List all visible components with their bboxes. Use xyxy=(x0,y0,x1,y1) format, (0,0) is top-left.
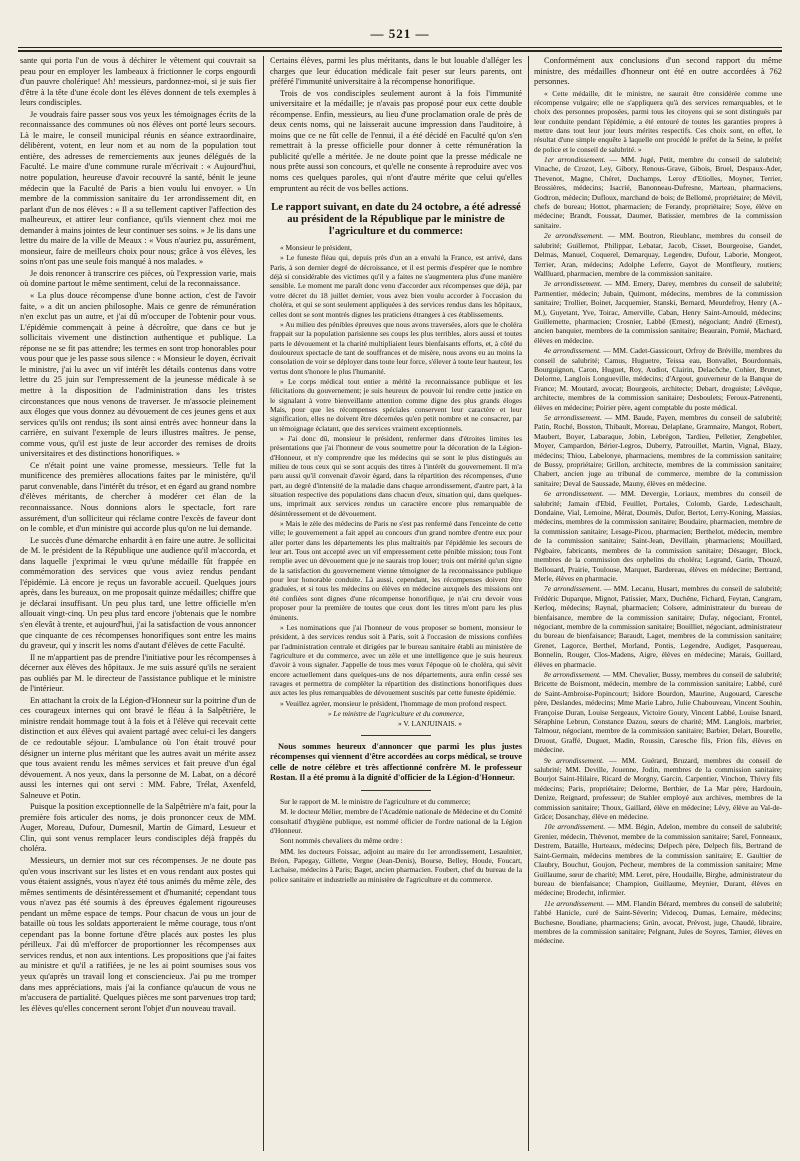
arrondissement-entry xyxy=(534,584,782,669)
report-paragraph: » Le funeste fléau qui, depuis près d'un an a envahi la France, est arrivé, dans Paris, à son dernier degré de décroissance, et il est permis d'espérer que le nombre déjà si considérable des victimes qu'il y a faites ne s'augmentera plus d'une manière sensible. Le moment me paraît donc venu d'accorder aux récompenses que déjà, par votre décret du 18 juillet dernier, vous avez bien voulu accorder à l'occasion du choléra, et qui se sont seulement appliquées à des services rendus dans les hôpitaux, celles dont se sont montrés dignes les praticiens étrangers à ces établissements. xyxy=(270,253,522,319)
report-paragraph: » Au milieu des pénibles épreuves que nous avons traversées, alors que le choléra frappait sur la population parisienne ses coups les plus terribles, alors aussi et toutes parts le dévouement et la charité multipliaient leurs bienfaisants efforts, et, à côté du douloureux spectacle de tant de souffrances et de misère, nous avons eu au moins la consolation de voir se déployer dans toute leur force, s'élever à toute leur hauteur, les vertus dont s'honore le plus l'humanité. xyxy=(270,319,522,376)
paragraph: Conformément aux conclusions d'un second rapport du même ministre, des médailles d'honneur ont été en outre accordées à 762 personnes. xyxy=(534,56,782,87)
arrondissement-entry xyxy=(534,670,782,755)
minister-quote: « Cette médaille, dit le ministre, ne saurait être considérée comme une récompense vulgaire; elle ne s'appliquera qu'à des services remarquables, et le choix des personnes proposées, parmi tous les citoyens qui se sont distingués par leur conduite pendant l'épidémie, a été entouré de toutes les garanties propres à mettre dans tout leur jour leurs mérites respectifs. Ces choix sont, en effet, le résultat d'une simple enquête à laquelle ont procédé le préfet de la Seine, le préfet de police et le conseil de salubrité. » xyxy=(534,88,782,154)
arrondissement-entry xyxy=(534,822,782,897)
report-signature: » V. LANJUINAIS. » xyxy=(398,719,462,729)
report-salutation: « Monsieur le président, xyxy=(280,243,352,253)
arrondissement-label: 11e arrondissement. xyxy=(544,898,605,908)
paragraph: Messieurs, un dernier mot sur ces récompenses. Je ne doute pas qu'en vous inscrivant sur les listes et en vous rendant aux postes qui vous étaient assignés, vous n'ayez été tous animés du même zèle, des mêmes sentiments de désintéressement et d'humanité; cependant tous vous n'avez pas été soumis à des épreuves également rigoureuses pendant un même espace de temps. Pour chacun de vous un jour de bataille où tous les soldats apporteraient le même courage, tous n'ont cependant pas la bonne fortune d'être placés aux postes les plus périlleux. J'ai dû m'efforcer de proportionner les récompenses aux services rendus, et non aux intentions. Les propositions que j'ai faites au ministre et qu'il a ratifiées, je ne les ai point soumises sous vos yeux qu'après un travail long et consciencieux. J'ai pu me tromper dans mes appréciations, mais j'ai la confiance qu'aucun de vous ne m'accusera de partialité. Quelques pièces me sont parvenues trop tard; les élèves qu'elles concernent seront l'objet d'un nouveau travail. xyxy=(20,856,256,1013)
section-separator xyxy=(361,735,431,736)
section-separator xyxy=(361,790,431,791)
arrondissement-text: — MM. Devergie, Loriaux, membres du conseil de salubrité; Jamain d'Ebid, Feuillet, Portales, Colomb, Garde, Ledeschault, Dondaine, Vial, Lemoine, Mérat, Doumès, Dufor, Bertot, Lerry-Koning, Massias, médecins, membres de la commission sanitaire; Boudaire, pharmacien, membre de la commission sanitaire; Lesage-Picou, pharmacien; Berthelot, médecin, membre de la commission sanitaire; Saint-Jean, Devillain, pharmaciens; Mouillard, Pégbaire, fabricants, membres de la commission sanitaire; Désauger, Block, membres de la commission des orphelins du choléra; Legrand, Garin, Thouzé, Bellouard, Prairie, Toulouse, Marquet, Bardereau, élèves en médecine; Bertrand, Merle, élèves en pharmacie. xyxy=(534,489,782,583)
arrondissement-text: — MM. Lecanu, Husart, membres du conseil de salubrité; Frédéric Duparque, Mignot, Patissier, Marx, Duchêne, Fichard, Feytan, Cangram, Kerloq, médecins; Raynal, pharmacien; Colsere, administrateur du bureau de bienfaisance, membre de la commission sanitaire; Dufay, négociant, Frontel, négociant, membre de la commission sanitaire; Bouilliet, négociant, administrateur du bureau de bienfaisance; Baraudt, Laget, membres de la commission sanitaire; Grenet, Lagorce, Berthel, Morland, Pontis, Legendre, Audiget, Pasquereau, Bonnelin, Rouger, Clos-Madens, Aigre, élèves en médecine; Marais, Guillard, élèves en pharmacie. xyxy=(534,584,782,669)
arrondissement-text: — MM. Baude, Payen, membres du conseil de salubrité; Patin, Roché, Bosston, Thibault, Moreau, Delaplane, Gramnaire, Mangot, Robert, Maubert, Boyer, Labaraque, Jobin, Lebrégon, Tardieu, Pelletier, Zengbehler, Moyer, Campardon, Bérier-Legros, Duberry, Patrouillet, Martin, Vignal, Blazy, médecins; Thiou, Labelonye, pharmaciens, membres de la commission sanitaire; de Bussy, propriétaire; Grillon, architecte, membres de la commission sanitaire; Chabert, ancien juge au tribunal de commerce, membre de la commission sanitaire; Deval de Saussade, Mauny, élèves en médecine. xyxy=(534,413,782,488)
report-paragraph: » Le corps médical tout entier a mérité la reconnaissance publique et les félicitations du gouvernement; je suis heureux de pouvoir lui rendre cette justice en le signalant à votre bienveillante attention comme digne des plus grands éloges Mais, pour que les récompenses spéciales conservent leur caractère et leur signification, elles ne doivent être décernées qu'en petit nombre et ne consacrer, par un témoignage éclatant, que des services vraiment exceptionnels. xyxy=(270,376,522,433)
arrondissement-label: 7e arrondissement. xyxy=(544,584,602,594)
report-paragraph: » J'ai donc dû, monsieur le président, renfermer dans d'étroites limites les présentations que j'ai l'honneur de vous soumettre pour la décoration de la Légion-d'Honneur, et n'y comprendre que les médecins qui se sont le plus distingués au milieu de tous ceux qui se sont acquis des titres à l'intérêt du gouvernement. Il m'a paru aussi qu'il convenait d'avoir égard, dans la répartition des récompenses, d'une part, au degré d'intensité de la maladie dans chaque arrondissement, d'autre part, à la situation respective des populations dans chacun d'eux, situation qui, dans quelques-uns, imprimait aux services rendus un caractère encore plus remarquable de désintéressement et de dévouement. xyxy=(270,433,522,518)
arrondissement-entry xyxy=(534,413,782,488)
arrondissement-entry xyxy=(534,346,782,412)
arrondissement-entry xyxy=(534,489,782,583)
paragraph: Je dois renoncer à transcrire ces pièces, où l'expression varie, mais où domine partout le même sentiment, celui de la reconnaissance. xyxy=(20,268,256,289)
header-rule-thick xyxy=(18,50,782,52)
report-paragraph: » Mais le zèle des médecins de Paris ne s'est pas renfermé dans l'enceinte de cette ville; le gouvernement a fait appel au concours d'un grand nombre d'entre eux pour aller porter dans les départements les plus maltraités par l'épidémie les secours de leur art. Tous ont accepté avec un vif empressement cette pénible mission; tous l'ont remplie avec un dévouement que je ne saurais trop louer; trois ont mérité qu'un signe de la satisfaction du gouvernement vienne témoigner de la reconnaissance publique pour leur honorable conduite. Là aussi, cependant, les récompenses doivent être graduées, et si tous les médecins ou élèves en médecine auxquels des missions ont été confiées sont dignes d'une récompense honorifique, je n'ai cru devoir vous proposer pour la première de toutes que ceux dont les titres m'ont paru les plus éminents. xyxy=(270,519,522,622)
arrondissement-label: 2e arrondissement. xyxy=(544,231,604,241)
arrondissement-text: — MM. Cadet-Gassicourt, Orfroy de Bréville, membres du conseil de salubrité; Camus, Huguetre, Teissa eau, Bonvallet, Bourdonnais, Bourguignon, Caron, Huguet, Roy, Audiot, Clairin, Delacôche, Cohier, Brunet, Delorme, Langlois Longueville, médecins; d'Argout, gouverneur de la Banque de France; M. Moutard, avocat; Bourgeois, architecte; Debart, droguiste; Lévêque, architecte, membres de la commission sanitaire; Desboulets; Feroux-Patrenenti, élèves en médecine; Poirier père, agent comptable du poste médical. xyxy=(534,346,782,412)
paragraph: « La plus douce récompense d'une bonne action, c'est de l'avoir faite, » a dit un ancien philosophe. Mais ce genre de rémunération n'en exclut pas un autre, et j'ai dû m'occuper de l'obtenir pour vous. L'épidémie commençait à peine à décroître, que dans ce but je sollicitais vivement une distinction authentique et publique. La réponse ne se fit pas attendre; les termes en sont trop honorables pour vous pour que je les passe sous silence : « Monsieur le doyen, écrivait le ministre, j'ai lu avec un vif intérêt les détails contenus dans votre lettre du 25 juin sur l'empressement de la jeunesse médicale à se mettre à la disposition de l'administration dans les tristes circonstances que nous venons de traverser. Je m'associe pleinement aux éloges que vous donnez au dévouement de ces jeunes gens et aux services qu'ils ont rendus; ils sont ainsi entrés avec honneur dans la carrière, en suivant l'exemple de leurs illustres maîtres. Je pense, comme vous, qu'il est juste de leur accorder des remises de droits universitaires et des distinctions honorifiques. » xyxy=(20,291,256,459)
arrondissement-text: — MM. Guérard, Bruzard, membres du conseil de salubrité; MM. Deville, Jouenne, Jodin, membres de la commission sanitaire; Bourjot Saint-Hilaire, Ricard de Morgny, Garcin, Carpentier, Vinchon, Thivry fils médecins; Paris, propriétaire; Delorme, Berthier, de La Mar père, Hardouin, Denize, Reignard, professeur; de Stahler employé aux archives, membres de la commission sanitaire; Thoux, Gaillard, élève en médecine; Lévy, élève au Val-de-Grâce; Dosanchay, élève en médecine. xyxy=(534,755,782,822)
paragraph: Certains élèves, parmi les plus méritants, dans le but louable d'alléger les charges que leur éducation médicale fait peser sur leurs parents, ont préféré l'immunité universitaire à la récompense honorifique. xyxy=(270,56,522,87)
decree-paragraph: MM. les docteurs Foissac, adjoint au maire du 1er arrondissement, Lesaulnier, Bréon, Papegay, Gillette, Vergne (Jean-Denis), Bourse, Belley, Houde, Foucart, Lachaise, médecins à Paris; Baget, ancien pharmacien. Foubert, chef du bureau de la police sanitaire et industrielle au ministère de l'agriculture et du commerce. xyxy=(270,846,522,884)
decree-intro: Nous sommes heureux d'annoncer que parmi les plus justes récompenses qui viennent d'être accordées au corps médical, se trouve celle de notre célèbre et très affectionné confrère M. le professeur Rostan. Il a été promu à la dignité d'officier de la Légion-d'Honneur. xyxy=(270,741,522,783)
column-divider xyxy=(528,56,529,1151)
arrondissement-entry xyxy=(534,756,782,822)
arrondissement-label: 6e arrondissement. xyxy=(544,489,604,499)
column-2 xyxy=(270,56,522,1154)
arrondissement-label: 10e arrondissement. xyxy=(544,822,606,832)
arrondissement-entry xyxy=(534,155,782,230)
paragraph: Ce n'était point une vaine promesse, messieurs. Telle fut la munificence des premières allocations faites par le ministère, qu'il parut convenable, dans l'intérêt du trésor, et en égard au grand nombre d'élèves méritants, de chercher à modérer cet élan de la reconnaissance. Nous donnions alors le spectacle, fort rare assurément, d'un solliciteur qui réclame contre l'excès de faveur dont on le comble, et d'un ministre qui accorde plus qu'on ne lui demande. xyxy=(20,460,256,534)
arrondissement-text: — MM. Chevalier, Bussy, membres du conseil de salubrité; Bricette de Boismont, médecin, membre de la commission sanitaire; Labbé, curé de Saint-Ambroise-Popincourt; Isidore Bourdon, Maurine, Augouard, Caresche père, Deslandes, médecins; Mme Marie Labro, Julie Chabouveau, Vincent Souhin, Françoise Duran, Louise Sergeaux, Victoire Goury, Vincent Labbé, Louise Isnard, Séraphine Lebrun, Constance Dazou, sœurs de charité; MM. Langlois, marbrier, Talmour, négociant, membre de la commission sanitaire; Barbier, Delart, Bourelle, Druout, Graffé, Duguet, Madin, Roussin, Caresche fils, Frion fils, élèves en médecine. xyxy=(534,669,782,755)
arrondissement-entry xyxy=(534,279,782,345)
report-headline: Le rapport suivant, en date du 24 octobre, a été adressé au président de la République par le ministre de l'agriculture et du commerce: xyxy=(271,202,521,238)
paragraph: sante qui porta l'un de vous à déchirer le vêtement qui couvrait sa peau pour en employer les lambeaux à frictionner le corps engourdi d'un pauvre cholérique! Ah! messieurs, pardonnez-moi, si je suis fier d'être à la tête d'une école dont les élèves donnent de tels exemples à leurs condisciples. xyxy=(20,56,256,108)
arrondissement-text: — MM. Jugé, Petit, membre du conseil de salubrité; Vinache, de Crozot, Ley, Gibory, Renous-Grave, Gibois, Bruel, Despaux-Ader, Thevenot, Magne, Chéret, Duchamps, Leroy d'Etiolles, Moyner, Terrier, Brossières, médecins; Isacrié, Banonneau-Dufresne, Marteau, pharmaciens, Godtron, médecin; Dufloux, marchand de bois; de Bellomé, propriétaire; de Mévil, chefs de bureau; Hottot, pharmacien; de Ferandy, propriétaire; Soye, élève en médecine; Brandt, Foussat, Daumer, Batissier, membres de la commission sanitaire. xyxy=(534,155,782,230)
decree-paragraph: Sur le rapport de M. le ministre de l'agriculture et du commerce; xyxy=(280,796,471,806)
paragraph: Je voudrais faire passer sous vos yeux les témoignages écrits de la reconnaissance des communes où nos élèves ont porté leurs secours. Là le maire, le conseil municipal réunis en séance extraordinaire, délibèrent, votent, en leur nom et au nom de la population tout entière, des adresses de remerciements aux jeunes délégués de la Faculté. Le maire d'une commune rurale m'écrivait : « Aujourd'hui, notre population, heureuse d'avoir recouvré la santé, bénit le jeune médecin que la Faculté de Paris a bien voulu lui envoyer. » Un membre de la commission sanitaire du 1er arrondissement dit, en parlant d'un de nos élèves : « Il a su tellement captiver l'affection des malheureux, et attirer leur confiance, qu'ils viennent chez moi me demander à mains jointes de leur continuer ses soins. » Je lis dans une lettre du maire de la ville de Meaux : « Vous n'auriez pu, assurément, monsieur, faire de meilleurs choix pour nous; grâce à vos élèves, les soins n'ont pas une seule fois manqué à nos malades. » xyxy=(20,109,256,267)
arrondissement-entry xyxy=(534,231,782,278)
report-paragraph: » Veuillez agréer, monsieur le président, l'hommage de mon profond respect. xyxy=(280,698,507,708)
arrondissement-text: — MM. Bégin, Adelon, membre du conseil de salubrité; Grenier, médecin, Thévenot, membre de la commission sanitaire; Sarel, Fonneaux, Destrem, Bataille, Hurteaux, médecins; Delpech père, Delpech fils, Bertrand de Saint-Germain, médecins membres de la commission sanitaire; E. Gaultier de Claubry, Bouchut, Goujon, Pecheur, membres de la commission sanitaire; Mme Guillaume, sœur de charité; MM. Leret, père, Houdaille, Birghe, administrateur du bureau de bienfaisance; Champion, Guillaume, Meynier, Durant, élèves en médecine; Brodecht, infirmier. xyxy=(534,822,782,898)
arrondissement-text: — MM. Flandin Bérard, membres du conseil de salubrité; l'abbé Hanicle, curé de Saint-Séverin; Videcoq, Dumas, Lemaire, médecins; Buchesne, Boudiane, pharmaciens; Grün, avocat, Prévost, juge, Chaudé, libraire, membres de la commission sanitaire; Pelgnant, Jules de Soyres, Tarnier, élèves en médecine. xyxy=(534,898,782,946)
column-1 xyxy=(20,56,256,1154)
arrondissement-text: — MM. Boutron, Rieublanc, membres du conseil de salubrité; Guillemot, Philippar, Lebatar, Jacob, Cisset, Bourgeoise, Gandet, Delmas, Manuel, Coquerel, Demarquay, Legendre, Dufour, Laborie, Mongeot, Terrier, Aran, médecins; Adolphe Leferre, Gayot de Montfleury, routiers; Wallluard, pharmacien, membre de la commission sanitaire. xyxy=(534,231,782,278)
arrondissement-label: 4e arrondissement. xyxy=(544,346,602,356)
page-number: — 521 — xyxy=(370,26,430,41)
paragraph: Le succès d'une démarche enhardit à en faire une autre. Je sollicitai de M. le président de la République une audience qu'il m'accorda, et dans laquelle j'exprimai le vœu qu'une médaille fût frappée en commémoration des services que vous aviez rendus pendant l'épidémie. Là encore je reçus un favorable accueil. Quelques jours après, dans les bureaux, on me proposait quinze médailles; chiffre que je déclarai insuffisant. Un peu plus tard, une lettre officielle m'en allouait vingt-cinq. Un peu plus tard encore j'obtenais que le nombre s'en élevât à trente, et aujourd'hui, j'ai la satisfaction de vous annoncer que cinquante de ces récompenses honorifiques sont entre les mains du graveur, qui y inscrit les noms d'autant d'élèves de cette Faculté. xyxy=(20,535,256,651)
arrondissement-label: 3e arrondissement. xyxy=(544,279,602,289)
header-rule xyxy=(18,47,782,48)
column-3 xyxy=(534,56,782,1154)
paragraph: Puisque la position exceptionnelle de la Salpêtrière m'a fait, pour la première fois articuler des noms, je dois prononcer ceux de MM. Auger, Moreau, Dufour, Dumesnil, Martin de Gimard, Lesueur et Clin, qui sont venus remplacer leurs condisciples déjà frappés du choléra. xyxy=(20,802,256,854)
column-divider xyxy=(263,56,264,1151)
arrondissement-label: 5e arrondissement. xyxy=(544,413,602,423)
decree-paragraph: Sont nommés chevaliers du même ordre : xyxy=(280,836,403,846)
arrondissement-label: 1er arrondissement. xyxy=(544,155,606,165)
arrondissement-entry xyxy=(534,899,782,946)
paragraph: En attachant la croix de la Légion-d'Honneur sur la poitrine d'un de ces courageux internes qui ont bravé le fléau à la Salpêtrière, le ministre rendait hommage tout à la fois et à l'élève qui recevait cette distinction et aux élèves qui avaient partagé avec celui-ci les dangers de ce redoutable séjour. L'ambulance où l'on était trouvé pour désigner un interne plus méritant que les autres avait un mérite assez que tous avaient rendu les mêmes services et fait preuve d'un égal dévouement. A nos yeux, dans la personne de M. Labat, on a décoré aussi les internes qui ont servi : MM. Fabre, Trélat, Axenfeld, Salneuve et Potin. xyxy=(20,695,256,800)
decree-paragraph: M. le docteur Mélier, membre de l'Académie nationale de Médecine et du Comité consultatif d'hygiène publique, est nommé officier de l'ordre national de la Légion d'Honneur. xyxy=(270,807,522,835)
paragraph: Il ne m'appartient pas de prendre l'initiative pour les récompenses à décerner aux élèves des hôpitaux. Je me suis assuré qu'ils ne seraient pas oubliés par M. le directeur de l'assistance publique et le ministre de l'intérieur. xyxy=(20,652,256,694)
report-closing: » Le ministre de l'agriculture et du commerce, xyxy=(327,708,465,718)
arrondissement-text: — MM. Emery, Darey, membres du conseil de salubrité; Parmentier, médecin; Jubain, Quimont, médecins, membres de la commission sanitaire; Trollier, Boinet, Jacquemier, Stanski, Bernard, Meurdefroy, Henry (A.-M.), Guyetant, Yve, Toirac, Amerville, Caban, Henry Saint-Arnould, médecins; Guillemette, pharmacien; Crosnier, Labbé (Ernest), négociant; André (Ernest), ancien banquier, membres de la commission sanitaire; Beaurain, Pomié, Machard, élèves en médecine. xyxy=(534,279,782,345)
arrondissement-label: 8e arrondissement. xyxy=(544,669,601,679)
report-paragraph: » Les nominations que j'ai l'honneur de vous proposer se bornent, monsieur le président, à des services rendus soit à Paris, soit à l'occasion de missions confiées par l'administration centrale et dirigées par le bureau sanitaire établi au ministère de l'agriculture et du commerce, avec un zèle et une intelligence que je suis heureux d'avoir à vous signaler. J'appelle de tous mes vœux l'époque où le choléra, qui sévit encore actuellement dans quelques-uns de nos départements, aura enfin cessé ses ravages et permettra de compléter la répartition des distinctions honorifiques dues aux actes les plus remarquables de dévouement suscités par cette funeste épidémie. xyxy=(270,622,522,698)
arrondissement-label: 9e arrondissement. xyxy=(544,755,604,765)
paragraph: Trois de vos condisciples seulement auront à la fois l'immunité universitaire et la médaille; je n'avais pas proposé pour eux cette double récompense. Enfin, messieurs, au lieu d'une proclamation orale de près de deux cents noms, qui ne laisserait aucune impression dans l'auditoire, à moins que ce ne fût celle de l'ennui, il a été décidé en Faculté qu'on s'en remettrait à la presse officielle pour donner à cette rémunération la publicité qu'elle a méritée. Je ne doute point que la presse médicale ne nous prête aussi son concours, et qu'elle ne consente à reproduire avec vos noms ces quelques paroles, qui n'ont d'autre mérite que celui qu'elles empruntent au récit de vos belles actions. xyxy=(270,88,522,193)
